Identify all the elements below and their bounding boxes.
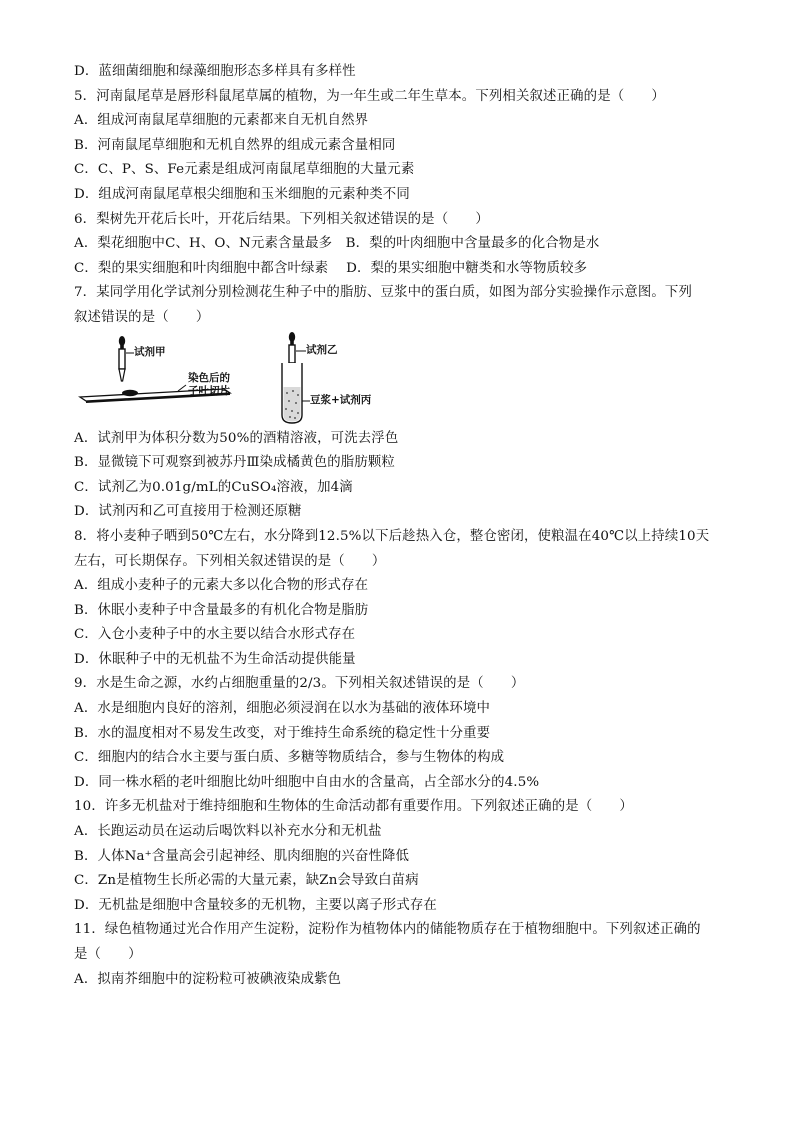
question-10-stem: 10．许多无机盐对于维持细胞和生物体的生命活动都有重要作用。下列叙述正确的是（ ） — [74, 799, 633, 815]
question-11-stem-cont: 是（ ） — [74, 947, 142, 962]
slide-label-line2: 子叶切片 — [188, 384, 230, 397]
slide-label-line1: 染色后的 — [188, 371, 230, 384]
option-line: D．同一株水稻的老叶细胞比幼叶细胞中自由水的含量高，占全部水分的4.5% — [74, 774, 540, 790]
option-line: C．细胞内的结合水主要与蛋白质、多糖等物质结合，参与生物体的构成 — [74, 750, 505, 766]
option-line: B．休眠小麦种子中含量最多的有机化合物是脂肪 — [74, 602, 369, 618]
question-content — [74, 60, 734, 992]
option-line: C．入仓小麦种子中的水主要以结合水形式存在 — [74, 627, 356, 643]
option-line: A．组成小麦种子的元素大多以化合物的形式存在 — [74, 578, 369, 594]
option-line: B．显微镜下可观察到被苏丹Ⅲ染成橘黄色的脂肪颗粒 — [74, 455, 395, 471]
option-line: C．C、P、S、Fe元素是组成河南鼠尾草细胞的大量元素 — [74, 162, 415, 178]
option-line: D．休眠种子中的无机盐不为生命活动提供能量 — [74, 651, 356, 667]
option-line: B．水的温度相对不易发生改变，对于维持生命系统的稳定性十分重要 — [74, 725, 491, 741]
option-line: B．河南鼠尾草细胞和无机自然界的组成元素含量相同 — [74, 137, 396, 153]
question-8-stem: 8．将小麦种子晒到50℃左右，水分降到12.5%以下后趁热入仓，整仓密闭，使粮温在40℃以上持续10天 — [74, 528, 710, 544]
option-line: A．长跑运动员在运动后喝饮料以补充水分和无机盐 — [74, 824, 382, 840]
question-7-stem-cont: 叙述错误的是（ ） — [74, 309, 210, 325]
option-line: C．试剂乙为0.01g/mL的CuSO₄溶液，加4滴 — [74, 479, 353, 495]
experiment-diagram — [74, 331, 394, 427]
option-line: D．组成河南鼠尾草根尖细胞和玉米细胞的元素种类不同 — [74, 186, 410, 202]
option-line: A．水是细胞内良好的溶剂，细胞必须浸润在以水为基础的液体环境中 — [74, 701, 491, 717]
question-9-stem: 9．水是生命之源，水约占细胞重量的2/3。下列相关叙述错误的是（ ） — [74, 676, 525, 692]
option-line: D．无机盐是细胞中含量较多的无机物，主要以离子形式存在 — [74, 897, 437, 913]
question-8-stem-cont: 左右，可长期保存。下列相关叙述错误的是（ ） — [74, 553, 386, 569]
tube-label: 豆浆+试剂丙 — [310, 393, 372, 406]
dropper-left-icon — [119, 336, 125, 381]
option-line: D．试剂丙和乙可直接用于检测还原糖 — [74, 504, 302, 520]
test-tube-icon — [282, 363, 302, 423]
experiment-figure — [74, 331, 734, 427]
question-11-stem: 11．绿色植物通过光合作用产生淀粉，淀粉作为植物体内的储能物质存在于植物细胞中。下列叙述正确的 — [74, 922, 701, 938]
option-line: C．梨的果实细胞和叶肉细胞中都含叶绿素 D．梨的果实细胞中糖类和水等物质较多 — [74, 260, 588, 276]
question-6-stem: 6．梨树先开花后长叶，开花后结果。下列相关叙述错误的是（ ） — [74, 211, 489, 227]
reagent-a-label: 试剂甲 — [134, 345, 166, 358]
option-line: A．拟南芥细胞中的淀粉粒可被碘液染成紫色 — [74, 971, 342, 987]
text-line: D．蓝细菌细胞和绿藻细胞形态多样具有多样性 — [74, 64, 356, 79]
reagent-b-label: 试剂乙 — [306, 343, 338, 356]
option-line: A．梨花细胞中C、H、O、N元素含量最多 B．梨的叶肉细胞中含量最多的化合物是水 — [74, 236, 600, 252]
option-line: B．人体Na⁺含量高会引起神经、肌肉细胞的兴奋性降低 — [74, 848, 410, 864]
question-7-stem: 7．某同学用化学试剂分别检测花生种子中的脂肪、豆浆中的蛋白质，如图为部分实验操作示意图。下列 — [74, 285, 692, 301]
option-line: C．Zn是植物生长所必需的大量元素，缺Zn会导致白苗病 — [74, 873, 419, 889]
question-5-stem: 5．河南鼠尾草是唇形科鼠尾草属的植物，为一年生或二年生草本。下列相关叙述正确的是（ ） — [74, 88, 665, 104]
option-line: A．组成河南鼠尾草细胞的元素都来自无机自然界 — [74, 113, 369, 129]
option-line: A．试剂甲为体积分数为50%的酒精溶液，可洗去浮色 — [74, 430, 399, 446]
